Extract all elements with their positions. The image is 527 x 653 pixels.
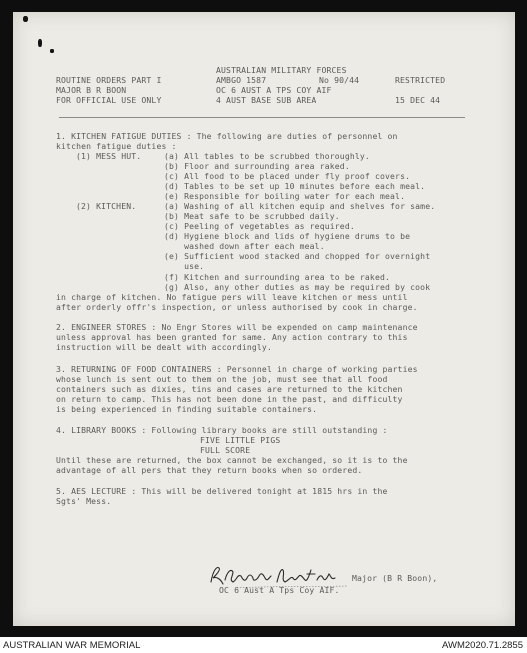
duty-item: use. (164, 261, 205, 271)
section4-line1: 4. LIBRARY BOOKS : Following library books are still outstanding : (56, 425, 388, 435)
section1-line1: 1. KITCHEN FATIGUE DUTIES : The following are duties of personnel on (56, 131, 398, 141)
duty-item: (c) Peeling of vegetables as required. (164, 221, 355, 231)
duty-item: (g) Also, any other duties as may be required by cook (164, 282, 431, 292)
duty-item: (a) All tables to be scrubbed thoroughly. (164, 151, 370, 161)
section1-tail2: after orderly offr's inspection, or unless authorised by cook in charge. (56, 302, 418, 312)
header-routine-orders: ROUTINE ORDERS PART I (56, 75, 162, 85)
section4-line2: Until these are returned, the box cannot be exchanged, so it is to the (56, 455, 408, 465)
section2-line: unless approval has been granted for same. Any action contrary to this (56, 332, 408, 342)
signoff-unit: OC 6 Aust A Tps Coy AIF. (219, 585, 340, 595)
section2-line: 2. ENGINEER STORES : No Engr Stores will be expended on camp maintenance (56, 322, 418, 332)
section5-line: Sgts' Mess. (56, 496, 112, 506)
section3-line: is being experienced in finding suitable containers. (56, 404, 318, 414)
section5-line: 5. AES LECTURE : This will be delivered tonight at 1815 hrs in the (56, 486, 388, 496)
section3-line: 3. RETURNING OF FOOD CONTAINERS : Personnel in charge of working parties (56, 364, 418, 374)
library-book-title: FULL SCORE (200, 445, 251, 455)
duty-item: (e) Sufficient wood stacked and chopped for overnight (164, 251, 431, 261)
section1-tail1: in charge of kitchen. No fatigue pers will leave kitchen or mess until (56, 292, 408, 302)
header-org: AUSTRALIAN MILITARY FORCES (216, 65, 347, 75)
section3-line: on return to camp. This has not been done in the past, and difficulty (56, 394, 403, 404)
section3-line: containers such as dixies, tins and cases are returned to the kitchen (56, 384, 403, 394)
mess-hut-label: (1) MESS HUT. (76, 151, 142, 161)
footer-accession-number: AWM2020.71.2855 (442, 640, 523, 651)
library-book-title: FIVE LITTLE PIGS (200, 435, 281, 445)
punch-mark (50, 49, 54, 53)
duty-item: (b) Meat safe to be scrubbed daily. (164, 211, 340, 221)
header-ambgo: AMBGO 1587 (216, 75, 267, 85)
header-area: 4 AUST BASE SUB AREA (216, 95, 317, 105)
signoff-rank-name: Major (B R Boon), (352, 573, 438, 583)
header-number: No 90/44 (319, 75, 360, 85)
duty-item: (f) Kitchen and surrounding area to be raked. (164, 272, 391, 282)
section1-line2: kitchen fatigue duties : (56, 141, 177, 151)
document-page (13, 12, 515, 626)
kitchen-label: (2) KITCHEN. (76, 201, 137, 211)
header-date: 15 DEC 44 (395, 95, 441, 105)
section2-line: instruction will be dealt with accordingly. (56, 342, 272, 352)
duty-item: (c) All food to be placed under fly proof covers. (164, 171, 411, 181)
punch-mark (23, 16, 28, 22)
section4-line3: advantage of all pers that they return books when so ordered. (56, 465, 363, 475)
duty-item: (d) Hygiene block and lids of hygiene drums to be (164, 231, 411, 241)
duty-item: (d) Tables to be set up 10 minutes before each meal. (164, 181, 426, 191)
header-classification: RESTRICTED (395, 75, 446, 85)
section3-line: whose lunch is sent out to them on the job, must see that all food (56, 374, 388, 384)
duty-item: (e) Responsible for boiling water for each meal. (164, 191, 406, 201)
header-major: MAJOR B R BOON (56, 85, 127, 95)
archive-footer (0, 637, 527, 653)
duty-item: (a) Washing of all kitchen equip and shelves for same. (164, 201, 436, 211)
header-unit: OC 6 AUST A TPS COY AIF (216, 85, 332, 95)
header-rule (59, 117, 465, 118)
footer-institution: AUSTRALIAN WAR MEMORIAL (3, 640, 141, 651)
header-official: FOR OFFICIAL USE ONLY (56, 95, 162, 105)
duty-item: washed down after each meal. (164, 241, 325, 251)
punch-mark (38, 39, 42, 47)
duty-item: (b) Floor and surrounding area raked. (164, 161, 350, 171)
